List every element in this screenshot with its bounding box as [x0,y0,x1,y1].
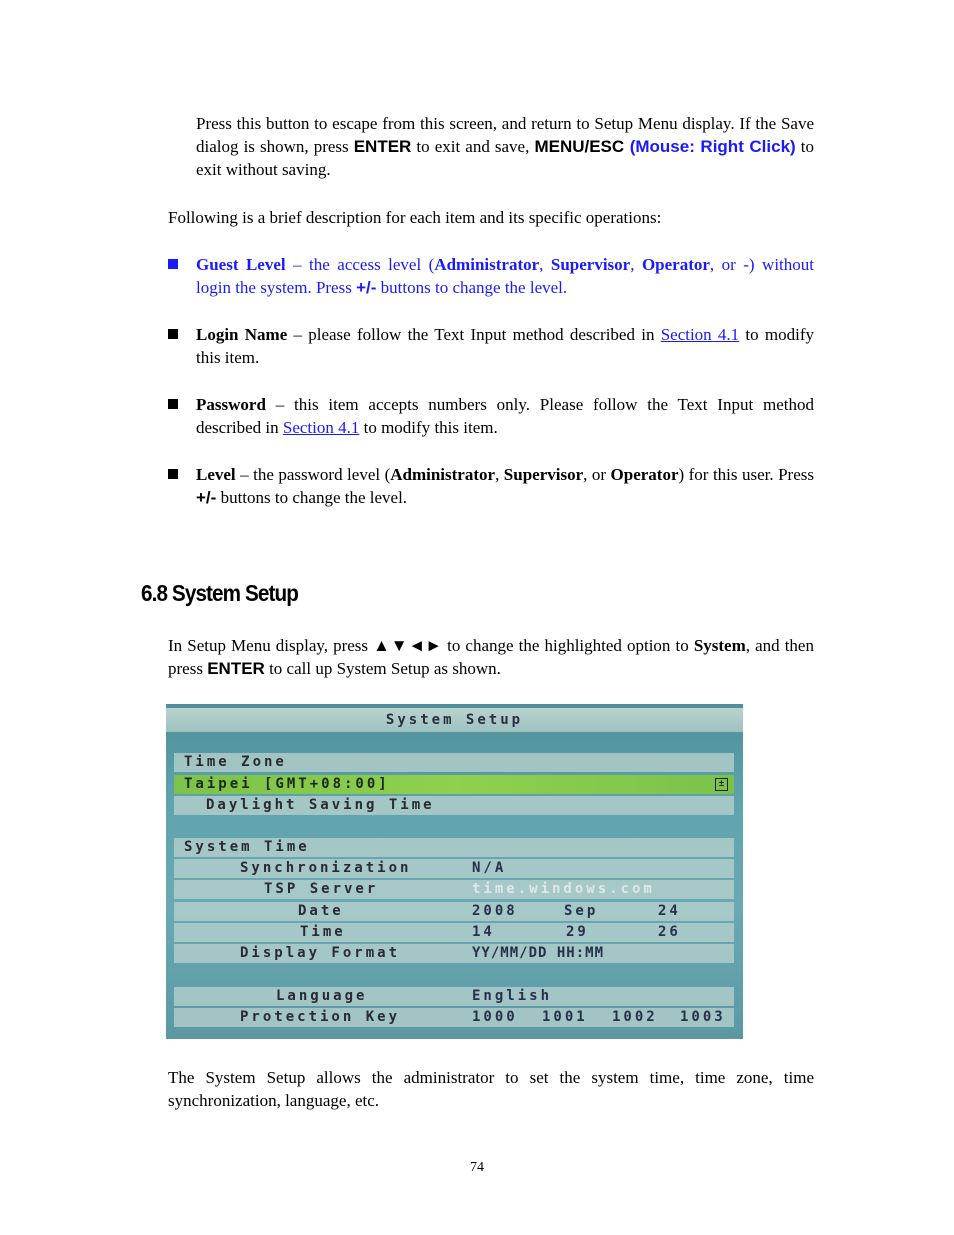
osd-dst-label: Daylight Saving Time [206,797,435,813]
level-admin: Administrator [390,465,496,484]
bullet-password [196,393,814,439]
osd-language-value: English [472,988,553,1004]
osd-row-sync[interactable] [174,859,734,878]
level-text-3: ) for this user. Press [678,465,814,484]
guest-plusminus: +/- [356,278,377,297]
osd-row-language[interactable] [174,987,734,1006]
section-4-1-link[interactable]: Section 4.1 [660,325,740,344]
osd-row-system-time [174,838,734,857]
osd-tsp-label: TSP Server [264,881,379,897]
level-text-2: , or [583,465,611,484]
osd-title: System Setup [166,708,743,732]
login-text-1: – please follow the Text Input method described in [287,325,661,344]
osd-row-protection-key[interactable] [174,1008,734,1027]
level-supervisor: Supervisor [503,465,584,484]
intro-text-2: to exit and save, [411,137,535,156]
system-intro-text-3: , and then press [168,636,814,678]
page-number: 74 [470,1160,484,1175]
osd-row-time[interactable] [174,923,734,942]
guest-sep-1: , [539,255,551,274]
osd-row-format[interactable] [174,944,734,963]
login-name-label: Login Name [196,325,288,344]
bullet-guest-level [196,253,814,299]
osd-time-minute: 29 [566,924,589,940]
osd-key-3: 1002 [612,1009,658,1025]
system-intro-paragraph [168,634,814,680]
osd-format-value: YY/MM/DD HH:MM [472,945,605,961]
guest-admin: Administrator [434,255,540,274]
bullet-level [196,463,814,509]
osd-date-label: Date [298,903,344,919]
osd-date-day: 24 [658,903,681,919]
menu-esc-key: MENU/ESC [534,137,625,156]
osd-row-tsp[interactable] [174,880,734,899]
osd-format-label: Display Format [240,945,401,961]
password-text-2: to modify this item. [359,418,498,437]
intro-text-1: Press this button to escape from this screen, and return to Setup Menu display. If the Save dialog is shown, press [196,114,814,156]
osd-time-zone-label: Time Zone [184,754,287,770]
system-intro-text-1: In Setup Menu display, press [168,636,374,655]
osd-time-second: 26 [658,924,681,940]
mouse-right-click: (Mouse: Right Click) [624,137,796,156]
section-4-1-link[interactable]: Section 4.1 [282,418,360,437]
level-plusminus: +/- [196,488,217,507]
osd-row-time-zone [174,753,734,772]
enter-key: ENTER [353,137,412,156]
guest-level-name: Guest Level [196,255,286,274]
bullet-login-name [196,323,814,369]
closing-paragraph: The System Setup allows the administrator to set the system time, time zone, time synchronization, language, etc. [168,1068,814,1110]
bullet-icon [168,469,178,479]
osd-time-hour: 14 [472,924,495,940]
arrow-keys: ▲▼◄► [373,636,443,655]
system-option: System [693,636,746,655]
osd-sync-label: Synchronization [240,860,412,876]
level-label: Level [196,465,236,484]
osd-date-year: 2008 [472,903,518,919]
osd-time-label: Time [300,924,346,940]
osd-key-1: 1000 [472,1009,518,1025]
intro-text-3: to exit without saving. [196,137,814,179]
password-label: Password [196,395,266,414]
osd-key-2: 1001 [542,1009,588,1025]
level-text-1: – the password level ( [235,465,391,484]
system-intro-text-4: to call up System Setup as shown. [264,659,501,678]
osd-row-dst[interactable] [174,796,734,815]
osd-sync-value: N/A [472,860,507,876]
login-text-2: to modify this item. [196,325,814,367]
guest-text-2: , or -) without login the system. Press [196,255,814,297]
osd-row-date[interactable] [174,902,734,921]
guest-sep-2: , [630,255,642,274]
section-heading: 6.8 System Setup [141,580,299,606]
level-sep-1: , [495,465,504,484]
following-text: Following is a brief description for each item and its specific operations: [168,208,662,227]
bullet-icon [168,399,178,409]
osd-protection-key-label: Protection Key [240,1009,401,1025]
osd-language-label: Language [276,988,368,1004]
osd-key-4: 1003 [680,1009,726,1025]
system-intro-text-2: to change the highlighted option to [442,636,694,655]
guest-operator: Operator [641,255,710,274]
osd-row-tz-value[interactable] [174,775,734,794]
spin-icon: ± [715,778,728,791]
guest-text-1: – the access level ( [285,255,435,274]
guest-text-3: buttons to change the level. [376,278,568,297]
osd-date-month: Sep [564,903,599,919]
level-operator: Operator [610,465,679,484]
level-text-4: buttons to change the level. [216,488,408,507]
osd-tz-value: Taipei [GMT+08:00] [184,776,390,792]
enter-key: ENTER [207,659,265,678]
intro-paragraph [196,112,814,181]
password-text-1: – this item accepts numbers only. Please follow the Text Input method described in [196,395,814,437]
bullet-icon [168,259,178,269]
guest-supervisor: Supervisor [550,255,631,274]
system-setup-screenshot [166,704,743,1039]
bullet-icon [168,329,178,339]
osd-system-time-label: System Time [184,839,310,855]
osd-tsp-value: time.windows.com [472,881,655,897]
